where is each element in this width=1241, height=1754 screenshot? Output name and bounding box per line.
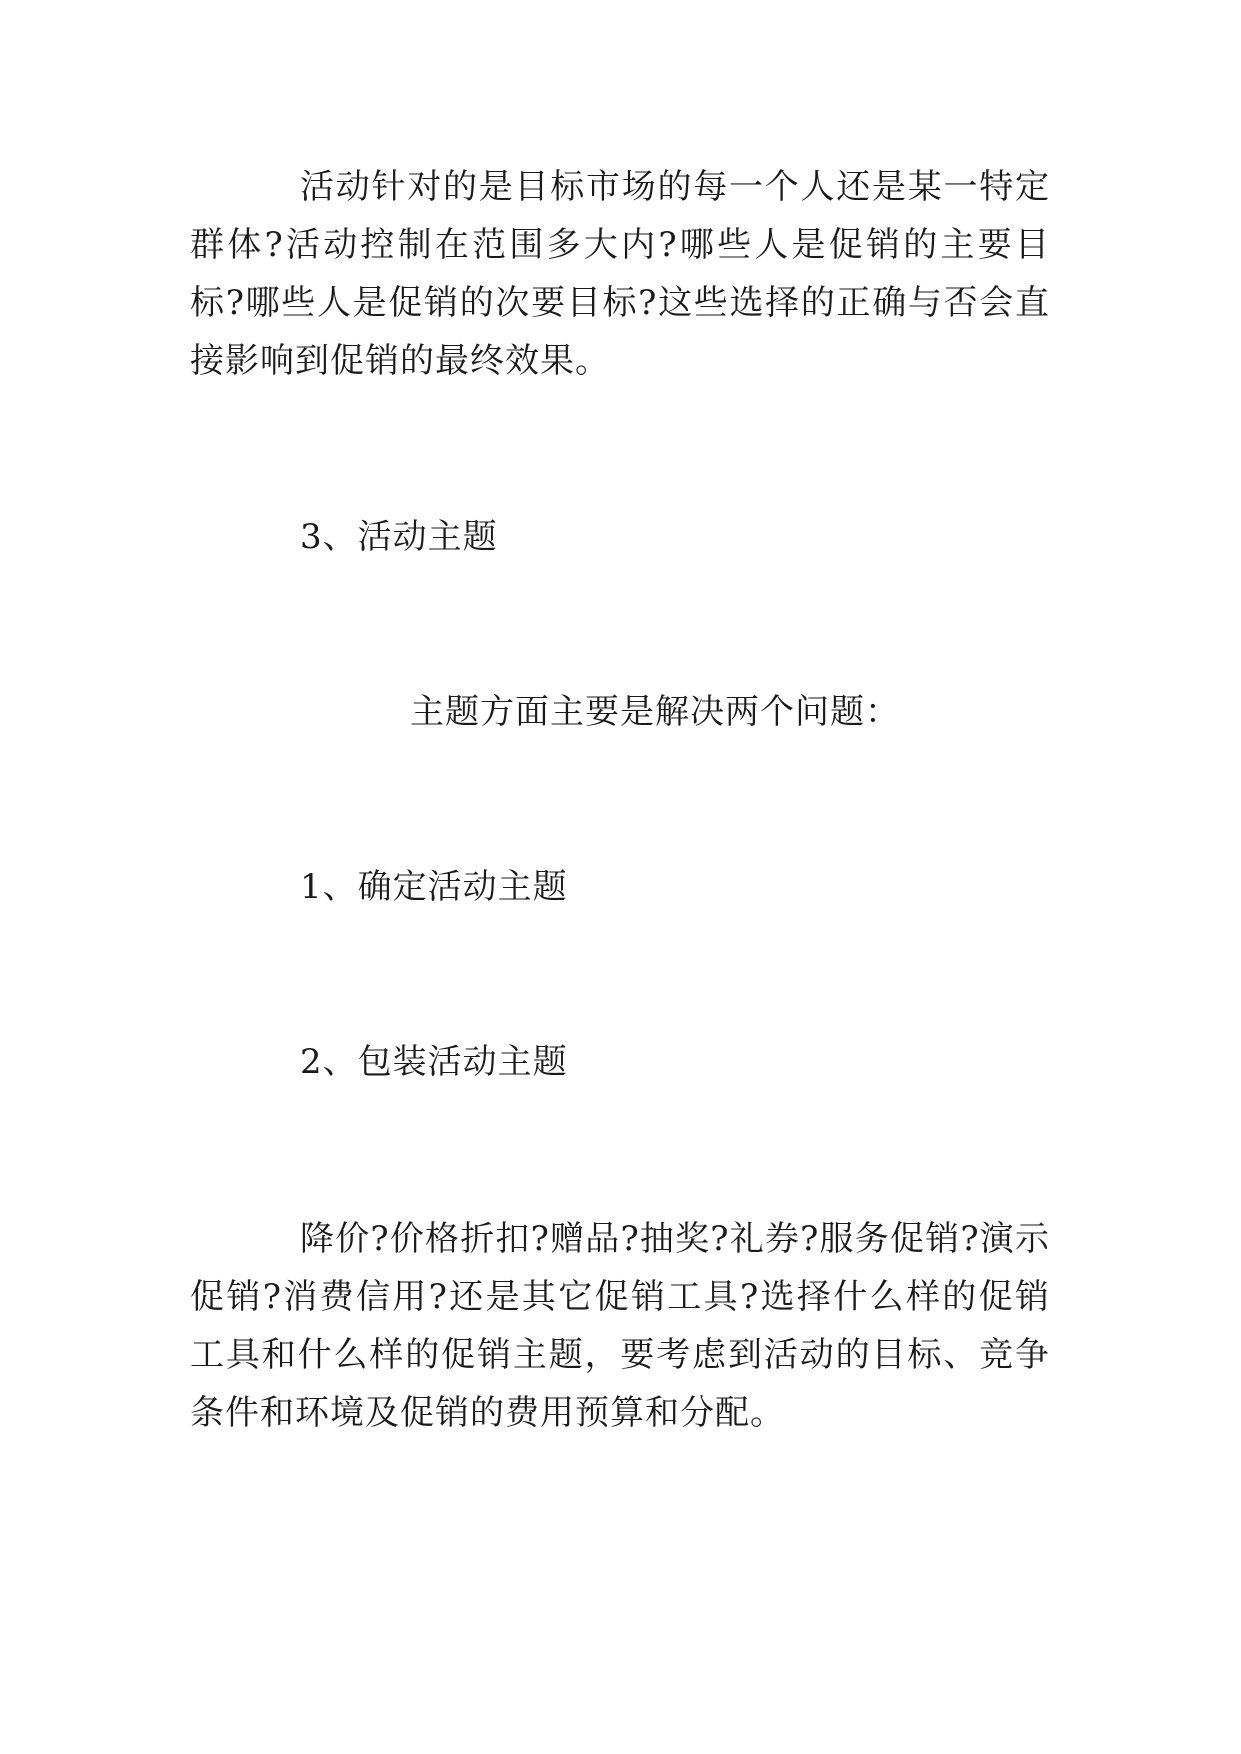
section-heading-activity-theme: 3、活动主题 (300, 517, 498, 557)
paragraph-promotion-tools: 降价?价格折扣?赠品?抽奖?礼券?服务促销?演示促销?消费信用?还是其它促销工具?选择什么样的促销工具和什么样的促销主题，要考虑到活动的目标、竞争条件和环境及促销的费用预算和分配。 (190, 1219, 1050, 1433)
paragraph-target-audience: 活动针对的是目标市场的每一个人还是某一特定群体?活动控制在范围多大内?哪些人是促销的主要目标?哪些人是促销的次要目标?这些选择的正确与否会直接影响到促销的最终效果。 (190, 167, 1050, 381)
list-item-package-theme: 2、包装活动主题 (300, 1042, 568, 1082)
paragraph-theme-intro: 主题方面主要是解决两个问题： (410, 692, 900, 732)
list-item-determine-theme: 1、确定活动主题 (300, 867, 568, 907)
